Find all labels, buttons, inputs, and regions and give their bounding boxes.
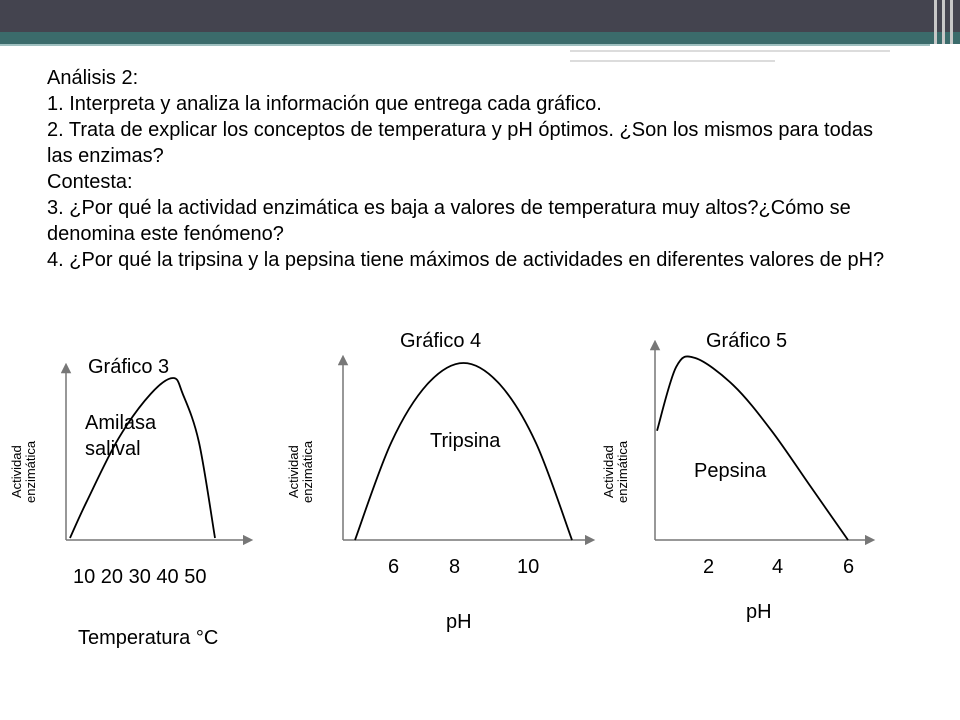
chart-4-curve bbox=[355, 363, 572, 540]
chart-3-series-label: Amilasa salival bbox=[85, 412, 157, 460]
chart-5-curve bbox=[657, 356, 848, 540]
chart-5-tick-6: 6 bbox=[843, 556, 855, 578]
chart-5-title: Gráfico 5 bbox=[706, 330, 788, 352]
chart-3-y-label: Actividad enzimática bbox=[9, 440, 38, 504]
chart-5-y-label: Actividad enzimática bbox=[601, 440, 630, 504]
chart-4-tick-6: 6 bbox=[388, 556, 400, 578]
chart-5-tick-4: 4 bbox=[772, 556, 784, 578]
question-2: 2. Trata de explicar los conceptos de temperatura y pH óptimos. ¿Son los mismos para todas las enzimas? bbox=[47, 119, 873, 167]
analysis-heading: Análisis 2: bbox=[47, 67, 139, 89]
chart-4-series-label: Tripsina bbox=[430, 430, 501, 452]
chart-5-x-label: pH bbox=[746, 601, 772, 623]
chart-4-tick-8: 8 bbox=[449, 556, 461, 578]
chart-4-x-label: pH bbox=[446, 611, 472, 633]
answer-prompt: Contesta: bbox=[47, 171, 133, 193]
question-4: 4. ¿Por qué la tripsina y la pepsina tiene máximos de actividades en diferentes valores de pH? bbox=[47, 249, 885, 271]
chart-4-title: Gráfico 4 bbox=[400, 330, 482, 352]
chart-3-title: Gráfico 3 bbox=[88, 356, 170, 378]
chart-4-y-label: Actividad enzimática bbox=[286, 440, 315, 504]
chart-3-curve bbox=[70, 378, 215, 538]
question-1: 1. Interpreta y analiza la información que entrega cada gráfico. bbox=[47, 93, 602, 115]
question-3: 3. ¿Por qué la actividad enzimática es baja a valores de temperatura muy altos?¿Cómo se denomina este fenómeno? bbox=[47, 197, 851, 245]
chart-3-x-label: Temperatura °C bbox=[78, 627, 219, 649]
chart-4-tick-10: 10 bbox=[517, 556, 540, 578]
chart-3-tick-labels: 10 20 30 40 50 bbox=[73, 566, 207, 588]
chart-5-tick-2: 2 bbox=[703, 556, 715, 578]
chart-5-series-label: Pepsina bbox=[694, 460, 767, 482]
